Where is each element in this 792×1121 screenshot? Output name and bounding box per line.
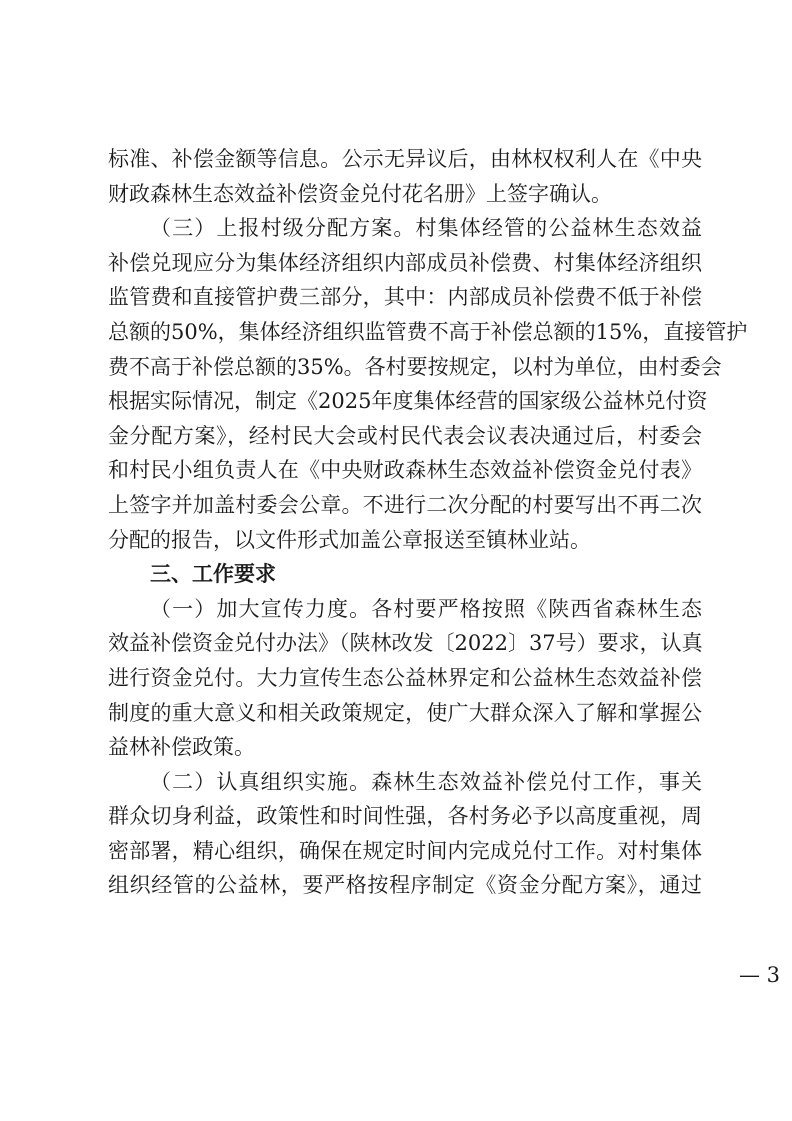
- text-line: 费不高于补偿总额的35%。各村要按规定，以村为单位，由村委会: [108, 354, 722, 379]
- text-line: （二）认真组织实施。森林生态效益补偿兑付工作，事关: [150, 769, 702, 794]
- text-line: 制度的重大意义和相关政策规定，使广大群众深入了解和掌握公: [108, 700, 702, 725]
- text-line: 补偿兑现应分为集体经济组织内部成员补偿费、村集体经济组织: [108, 250, 702, 275]
- text-line: 进行资金兑付。大力宣传生态公益林界定和公益林生态效益补偿: [108, 665, 702, 690]
- body-text: [108, 142, 748, 903]
- text-line: 金分配方案》，经村民大会或村民代表会议表决通过后，村委会: [108, 423, 702, 448]
- text-line: 群众切身利益，政策性和时间性强，各村务必予以高度重视，周: [108, 804, 702, 829]
- section-heading: 三、工作要求: [150, 562, 276, 587]
- text-line: 上签字并加盖村委会公章。不进行二次分配的村要写出不再二次: [108, 492, 702, 517]
- text-line: 监管费和直接管护费三部分，其中：内部成员补偿费不低于补偿: [108, 285, 702, 310]
- text-line: 标准、补偿金额等信息。公示无异议后，由林权权利人在《中央: [108, 147, 702, 171]
- text-line: 组织经管的公益林，要严格按程序制定《资金分配方案》，通过: [108, 873, 702, 898]
- text-line: 益林补偿政策。: [108, 735, 255, 760]
- page-number: — 3: [739, 963, 781, 987]
- text-line: 分配的报告，以文件形式加盖公章报送至镇林业站。: [108, 527, 591, 552]
- text-line: 密部署，精心组织，确保在规定时间内完成兑付工作。对村集体: [108, 838, 702, 863]
- text-line: 总额的50%，集体经济组织监管费不高于补偿总额的15%，直接管护: [108, 319, 748, 344]
- text-line: 根据实际情况，制定《2025年度集体经营的国家级公益林兑付资: [108, 389, 708, 414]
- text-line: 效益补偿资金兑付办法》（陕林改发〔2022〕37号）要求，认真: [108, 631, 703, 656]
- text-line: 和村民小组负责人在《中央财政森林生态效益补偿资金兑付表》: [108, 458, 702, 483]
- text-line: （三）上报村级分配方案。村集体经管的公益林生态效益: [150, 216, 702, 241]
- text-line: （一）加大宣传力度。各村要严格按照《陕西省森林生态: [150, 596, 702, 621]
- text-line: 财政森林生态效益补偿资金兑付花名册》上签字确认。: [108, 181, 612, 206]
